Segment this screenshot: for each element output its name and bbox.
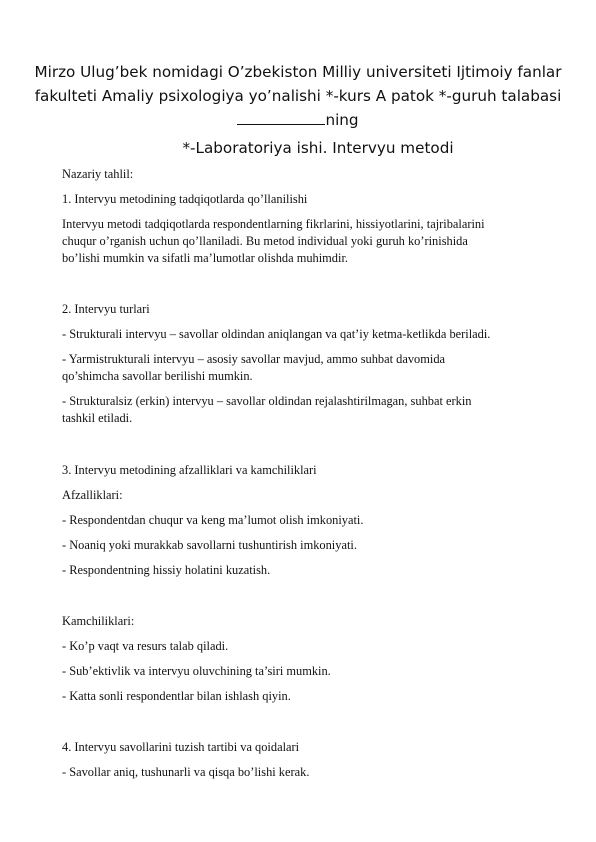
name-blank: [237, 110, 325, 125]
paragraph-line: bo’lishi mumkin va sifatli ma’lumotlar olishda muhimdir.: [62, 251, 348, 265]
list-item: - Savollar aniq, tushunarli va qisqa bo’lishi kerak.: [62, 765, 310, 779]
section-1-title: 1. Intervyu metodining tadqiqotlarda qo’llanilishi: [62, 192, 308, 206]
section-3-title: 3. Intervyu metodining afzalliklari va kamchiliklari: [62, 463, 317, 477]
name-suffix: ning: [325, 111, 359, 129]
list-item: - Respondentdan chuqur va keng ma’lumot olish imkoniyati.: [62, 513, 364, 527]
section-heading: Nazariy tahlil:: [62, 167, 134, 181]
paragraph-line: chuqur o’rganish uchun qo’llaniladi. Bu metod individual yoki guruh ko’rinishida: [62, 234, 468, 248]
list-item: - Respondentning hissiy holatini kuzatish.: [62, 563, 271, 577]
subheading-disadvantages: Kamchiliklari:: [62, 614, 135, 628]
list-item: - Katta sonli respondentlar bilan ishlash qiyin.: [62, 689, 291, 703]
section-4-title: 4. Intervyu savollarini tuzish tartibi va qoidalari: [62, 740, 300, 754]
list-item: - Strukturalsiz (erkin) intervyu – savollar oldindan rejalashtirilmagan, suhbat erkin: [62, 394, 472, 408]
list-item-continuation: qo’shimcha savollar berilishi mumkin.: [62, 369, 253, 383]
list-item: - Strukturali intervyu – savollar oldindan aniqlangan va qat’iy ketma-ketlikda beriladi.: [62, 327, 491, 341]
student-name-line: [20, 108, 576, 132]
list-item-continuation: tashkil etiladi.: [62, 411, 133, 425]
faculty-line: fakulteti Amaliy psixologiya yo’nalishi *-kurs A patok *-guruh talabasi: [34, 87, 562, 105]
list-item: - Ko’p vaqt va resurs talab qiladi.: [62, 639, 229, 653]
list-item: - Noaniq yoki murakkab savollarni tushuntirish imkoniyati.: [62, 538, 357, 552]
list-item: - Sub’ektivlik va intervyu oluvchining ta’siri mumkin.: [62, 664, 331, 678]
list-item: - Yarmistrukturali intervyu – asosiy savollar mavjud, ammo suhbat davomida: [62, 352, 446, 366]
lab-title: *-Laboratoriya ishi. Intervyu metodi: [182, 139, 454, 157]
university-line: Mirzo Ulug’bek nomidagi O’zbekiston Milliy universiteti Ijtimoiy fanlar: [34, 63, 562, 81]
paragraph-line: Intervyu metodi tadqiqotlarda respondentlarning fikrlarini, hissiyotlarini, tajribalarini: [62, 217, 485, 231]
subheading-advantages: Afzalliklari:: [62, 488, 123, 502]
section-2-title: 2. Intervyu turlari: [62, 302, 150, 316]
